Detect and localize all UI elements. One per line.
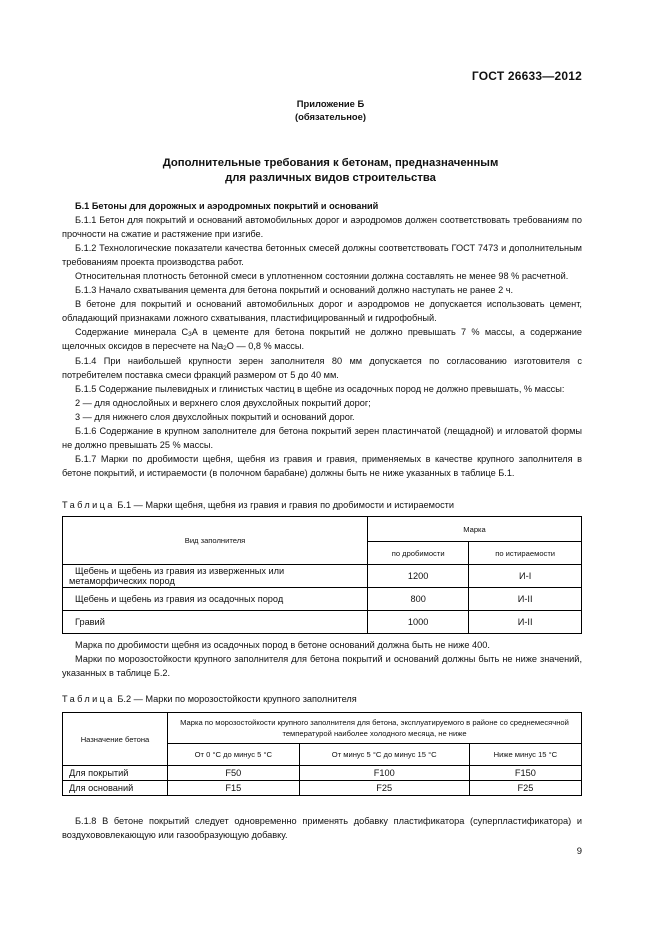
paragraph-b1-8: Б.1.8 В бетоне покрытий следует одновременно применять добавку пластификатора (суперпластификатора) и воздухововлекающую или газообразующую добавку.	[62, 816, 582, 841]
paragraph-b1-2: Б.1.2 Технологические показатели качества бетонных смесей должны соответствовать ГОСТ 7473 и дополнительным требованиям проекта производства работ.	[62, 243, 582, 268]
col-concrete-purpose: Назначение бетона	[63, 713, 168, 766]
list-item-2: 2 — для однослойных и верхнего слоя двухслойных покрытий дорог;	[75, 397, 371, 408]
list-item-3: 3 — для нижнего слоя двухслойных покрытий и оснований дорог.	[75, 411, 355, 422]
table-row: Гравий 1000 И-II	[63, 611, 582, 634]
paragraph-b1-3: Б.1.3 Начало схватывания цемента для бетона покрытий и оснований должно наступать не ранее 2 ч.	[75, 285, 514, 296]
col-temp-range-3: Ниже минус 15 °С	[469, 744, 581, 766]
col-temp-range-2: От минус 5 °С до минус 15 °С	[299, 744, 469, 766]
paragraph-frost-intro: Марки по морозостойкости крупного заполнителя для бетона покрытий и оснований должны быть не ниже значений, указанных в таблице Б.2.	[62, 654, 582, 679]
paragraph-mineral: Содержание минерала $C_3A$ в цементе для бетона покрытий не должно превышать 7 % массы, а содержание щелочных оксидов в пересчете на $Na_2O$ — 0,8 % массы.	[62, 327, 582, 353]
paragraph-b1-1: Б.1.1 Бетон для покрытий и оснований автомобильных дорог и аэродромов должен соответствовать требованиям по прочности на сжатие и растяжение при изгибе.	[62, 215, 582, 240]
table-frost-resistance	[62, 712, 582, 796]
col-grade: Марка	[368, 517, 582, 542]
paragraph-b1-5: Б.1.5 Содержание пылевидных и глинистых частиц в щебне из осадочных пород не должно превышать, % массы:	[75, 383, 565, 394]
appendix-title	[0, 156, 661, 186]
appendix-status: (обязательное)	[295, 111, 366, 122]
appendix-heading	[0, 97, 661, 123]
table-row: Для покрытий F50 F100 F150	[63, 766, 582, 781]
table-2-caption: Таблица Б.2 — Марки по морозостойкости крупного заполнителя	[62, 694, 357, 704]
paragraph-density: Относительная плотность бетонной смеси в уплотненном состоянии должна составлять не менее 98 % расчетной.	[75, 271, 569, 282]
section-b1-text	[62, 199, 582, 480]
table-row: Щебень и щебень из гравия из изверженных или метаморфических пород 1200 И-I	[63, 565, 582, 588]
table-1-caption: Таблица Б.1 — Марки щебня, щебня из гравия и гравия по дробимости и истираемости	[62, 500, 455, 510]
paragraph-min-grade: Марка по дробимости щебня из осадочных пород в бетоне оснований должна быть не ниже 400.	[75, 640, 490, 650]
table-row: Щебень и щебень из гравия из осадочных пород 800 И-II	[63, 588, 582, 611]
col-filler-type: Вид заполнителя	[63, 517, 368, 565]
table-row: Для оснований F15 F25 F25	[63, 781, 582, 796]
title-line-2: для различных видов строительства	[225, 172, 436, 184]
col-frost-grade: Марка по морозостойкости крупного заполнителя для бетона, эксплуатируемого в районе со среднемесячной температурой наиболее холодного месяца, не ниже	[168, 713, 582, 744]
table-crushability	[62, 516, 582, 634]
text-after-table-1	[62, 638, 582, 680]
title-line-1: Дополнительные требования к бетонам, предназначенным	[162, 157, 499, 169]
paragraph-b1-7: Б.1.7 Марки по дробимости щебня, щебня из гравия и гравия, применяемых в качестве крупного заполнителя в бетоне покрытий, и истираемости (в полочном барабане) должны быть не ниже указанных в таблице Б.1.	[62, 453, 582, 478]
page-number: 9	[576, 846, 582, 857]
col-temp-range-1: От 0 °С до минус 5 °С	[168, 744, 300, 766]
paragraph-b1-4: Б.1.4 При наибольшей крупности зерен заполнителя 80 мм допускается по согласованию изготовителя с потребителем поставка смеси фракций размером от 5 до 40 мм.	[62, 355, 582, 380]
col-crushability: по дробимости	[368, 542, 469, 565]
paragraph-b1-6: Б.1.6 Содержание в крупном заполнителе для бетона покрытий зерен пластинчатой (лещадной) и игловатой формы не должно превышать 25 % массы.	[62, 425, 582, 450]
paragraph-cement: В бетоне для покрытий и оснований автомобильных дорог и аэродромов не допускается использовать цемент, обладающий признаками ложного схватывания, пластифицированный и гидрофобный.	[62, 299, 582, 324]
standard-number: ГОСТ 26633—2012	[471, 69, 582, 83]
col-abrasion: по истираемости	[469, 542, 582, 565]
appendix-label: Приложение Б	[296, 98, 365, 109]
section-heading: Б.1 Бетоны для дорожных и аэродромных покрытий и оснований	[75, 201, 379, 211]
text-after-table-2	[62, 814, 582, 842]
